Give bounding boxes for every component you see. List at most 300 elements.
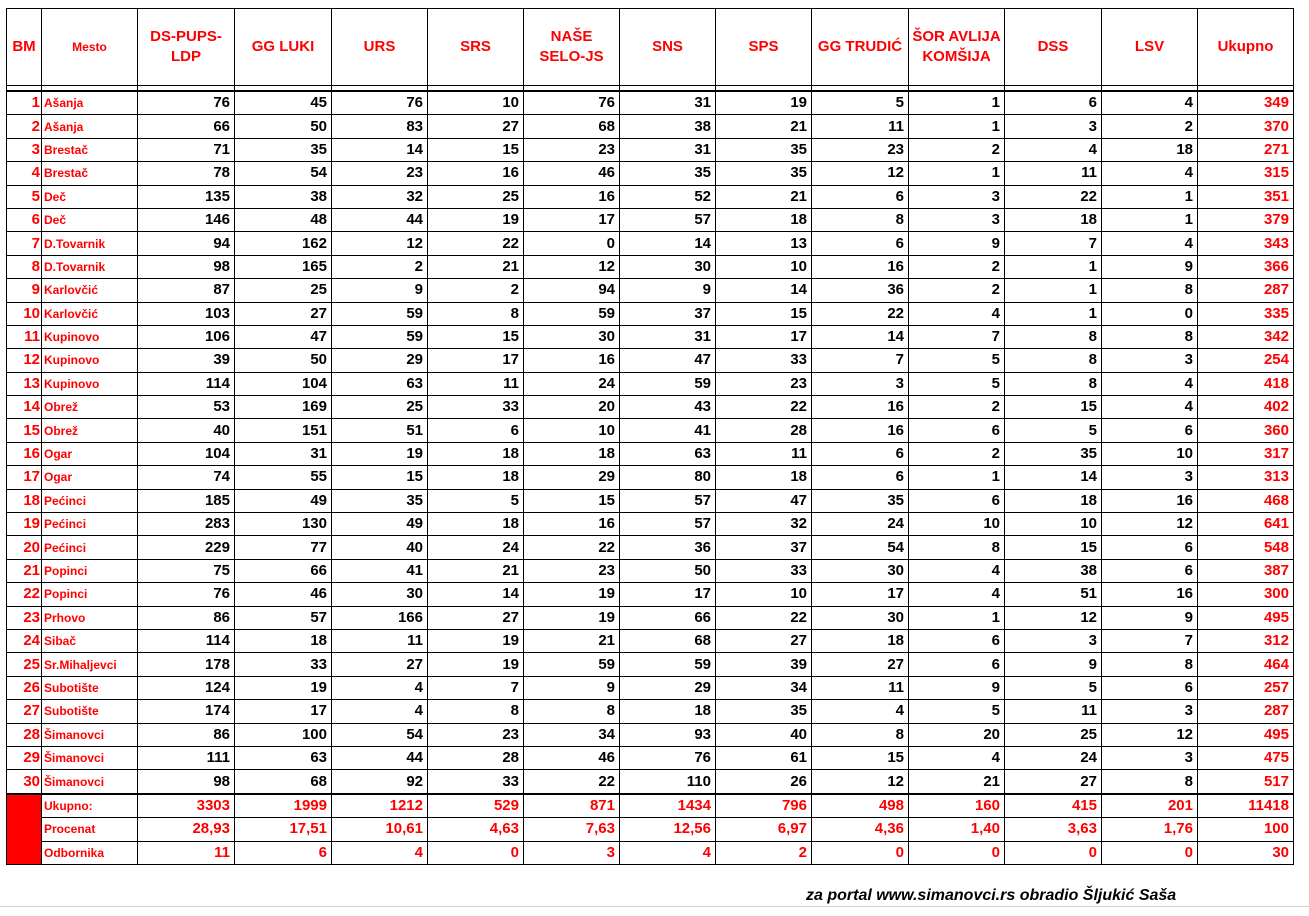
row-bm: 29 [7,746,42,769]
row-value: 18 [812,629,909,652]
row-value: 66 [138,115,235,138]
row-value: 51 [332,419,428,442]
row-bm: 21 [7,559,42,582]
row-value: 19 [428,208,524,231]
row-total: 349 [1198,91,1294,115]
row-total: 257 [1198,676,1294,699]
row-value: 98 [138,255,235,278]
row-value: 35 [812,489,909,512]
row-value: 5 [1005,419,1102,442]
summary-value: 529 [428,794,524,818]
summary-total: 11418 [1198,794,1294,818]
summary-value: 2 [716,841,812,864]
row-value: 8 [1102,770,1198,794]
row-value: 12 [812,770,909,794]
row-mesto: D.Tovarnik [42,255,138,278]
row-value: 18 [428,513,524,536]
row-value: 16 [428,162,524,185]
row-value: 7 [1102,629,1198,652]
row-value: 1 [909,606,1005,629]
row-value: 18 [620,700,716,723]
results-table [6,8,1294,865]
row-value: 8 [524,700,620,723]
row-value: 11 [1005,162,1102,185]
row-value: 8 [1102,279,1198,302]
table-row [7,442,1294,465]
row-value: 33 [428,396,524,419]
row-value: 21 [524,629,620,652]
row-value: 17 [620,583,716,606]
table-row [7,115,1294,138]
row-mesto: Deč [42,208,138,231]
row-mesto: Deč [42,185,138,208]
row-mesto: Sibač [42,629,138,652]
row-value: 63 [332,372,428,395]
row-value: 4 [1005,138,1102,161]
row-value: 21 [428,559,524,582]
row-value: 17 [716,325,812,348]
summary-value: 3303 [138,794,235,818]
row-value: 185 [138,489,235,512]
header-party: SNS [620,9,716,86]
row-value: 14 [332,138,428,161]
row-value: 54 [332,723,428,746]
row-total: 495 [1198,606,1294,629]
row-value: 59 [620,372,716,395]
header-party: GG LUKI [235,9,332,86]
row-bm: 4 [7,162,42,185]
row-value: 15 [524,489,620,512]
row-value: 18 [428,466,524,489]
row-value: 16 [812,255,909,278]
row-value: 35 [716,700,812,723]
row-value: 10 [428,91,524,115]
table-row [7,255,1294,278]
row-value: 103 [138,302,235,325]
row-mesto: Pećinci [42,513,138,536]
row-value: 47 [620,349,716,372]
header-party: SRS [428,9,524,86]
row-bm: 7 [7,232,42,255]
row-value: 86 [138,723,235,746]
row-value: 52 [620,185,716,208]
row-value: 57 [620,208,716,231]
row-value: 22 [524,536,620,559]
row-value: 94 [138,232,235,255]
row-value: 19 [428,653,524,676]
row-value: 1 [1102,185,1198,208]
row-value: 4 [1102,91,1198,115]
table-row [7,489,1294,512]
row-value: 41 [620,419,716,442]
table-row [7,372,1294,395]
row-value: 15 [716,302,812,325]
row-value: 12 [524,255,620,278]
row-mesto: Popinci [42,559,138,582]
row-value: 135 [138,185,235,208]
row-value: 10 [1102,442,1198,465]
row-value: 26 [716,770,812,794]
row-value: 92 [332,770,428,794]
row-value: 2 [1102,115,1198,138]
row-mesto: D.Tovarnik [42,232,138,255]
row-value: 16 [524,349,620,372]
row-value: 33 [235,653,332,676]
row-value: 1 [1005,302,1102,325]
header-ukupno: Ukupno [1198,9,1294,86]
row-total: 379 [1198,208,1294,231]
row-value: 20 [909,723,1005,746]
header-party: GG TRUDIĆ [812,9,909,86]
row-value: 20 [524,396,620,419]
summary-value: 6,97 [716,818,812,841]
row-value: 46 [524,162,620,185]
row-value: 6 [1005,91,1102,115]
row-value: 33 [716,559,812,582]
row-total: 351 [1198,185,1294,208]
row-value: 229 [138,536,235,559]
row-value: 21 [909,770,1005,794]
row-value: 14 [812,325,909,348]
summary-value: 28,93 [138,818,235,841]
row-value: 22 [524,770,620,794]
row-value: 8 [1005,325,1102,348]
row-bm: 19 [7,513,42,536]
row-value: 34 [716,676,812,699]
row-value: 18 [1102,138,1198,161]
row-value: 4 [812,700,909,723]
row-value: 31 [620,325,716,348]
row-value: 76 [138,91,235,115]
row-value: 4 [909,583,1005,606]
row-value: 86 [138,606,235,629]
table-row [7,700,1294,723]
footer-credit: za portal www.simanovci.rs obradio Šljukić Saša [806,887,1177,904]
row-value: 283 [138,513,235,536]
row-value: 30 [524,325,620,348]
row-value: 32 [332,185,428,208]
row-value: 9 [332,279,428,302]
row-value: 23 [716,372,812,395]
row-mesto: Karlovčić [42,302,138,325]
summary-value: 0 [1102,841,1198,864]
row-value: 3 [1005,115,1102,138]
row-value: 47 [716,489,812,512]
row-value: 33 [716,349,812,372]
row-value: 23 [332,162,428,185]
row-value: 1 [909,115,1005,138]
row-value: 68 [620,629,716,652]
row-total: 418 [1198,372,1294,395]
summary-value: 7,63 [524,818,620,841]
summary-label: Ukupno: [42,794,138,818]
row-value: 174 [138,700,235,723]
row-value: 74 [138,466,235,489]
header-party: SPS [716,9,812,86]
row-value: 5 [909,372,1005,395]
row-value: 1 [909,466,1005,489]
row-value: 28 [428,746,524,769]
row-value: 14 [1005,466,1102,489]
row-value: 7 [1005,232,1102,255]
row-value: 75 [138,559,235,582]
row-value: 2 [909,138,1005,161]
row-value: 110 [620,770,716,794]
row-value: 55 [235,466,332,489]
row-value: 6 [1102,559,1198,582]
row-value: 1 [909,91,1005,115]
row-value: 50 [620,559,716,582]
row-value: 16 [812,396,909,419]
row-value: 8 [1005,372,1102,395]
row-mesto: Obrež [42,419,138,442]
row-value: 165 [235,255,332,278]
row-mesto: Kupinovo [42,325,138,348]
row-value: 53 [138,396,235,419]
row-value: 18 [1005,489,1102,512]
row-total: 548 [1198,536,1294,559]
row-value: 48 [235,208,332,231]
table-row [7,606,1294,629]
row-value: 35 [332,489,428,512]
row-bm: 28 [7,723,42,746]
row-value: 14 [428,583,524,606]
row-total: 335 [1198,302,1294,325]
row-value: 18 [524,442,620,465]
row-value: 27 [332,653,428,676]
row-bm: 1 [7,91,42,115]
row-value: 8 [1005,349,1102,372]
row-value: 9 [524,676,620,699]
row-value: 15 [812,746,909,769]
row-value: 7 [428,676,524,699]
row-value: 2 [428,279,524,302]
row-value: 54 [235,162,332,185]
table-row [7,583,1294,606]
row-value: 15 [428,138,524,161]
row-value: 98 [138,770,235,794]
row-value: 44 [332,746,428,769]
row-value: 16 [812,419,909,442]
row-bm: 9 [7,279,42,302]
row-value: 19 [428,629,524,652]
row-mesto: Obrež [42,396,138,419]
summary-value: 4 [620,841,716,864]
row-value: 7 [812,349,909,372]
row-value: 5 [1005,676,1102,699]
summary-row [7,818,1294,841]
summary-value: 1212 [332,794,428,818]
table-row [7,536,1294,559]
row-bm: 17 [7,466,42,489]
row-value: 22 [716,396,812,419]
row-value: 78 [138,162,235,185]
row-value: 30 [812,606,909,629]
row-value: 5 [812,91,909,115]
row-total: 312 [1198,629,1294,652]
header-mesto: Mesto [42,9,138,86]
row-value: 178 [138,653,235,676]
table-row [7,746,1294,769]
row-value: 57 [620,489,716,512]
row-value: 3 [812,372,909,395]
row-value: 57 [620,513,716,536]
row-value: 29 [332,349,428,372]
row-mesto: Kupinovo [42,372,138,395]
row-value: 35 [620,162,716,185]
row-mesto: Pećinci [42,536,138,559]
row-mesto: Šimanovci [42,723,138,746]
row-value: 33 [428,770,524,794]
row-value: 41 [332,559,428,582]
row-value: 21 [716,115,812,138]
row-value: 8 [1102,325,1198,348]
summary-row [7,794,1294,818]
summary-value: 1,76 [1102,818,1198,841]
summary-total: 30 [1198,841,1294,864]
row-value: 30 [332,583,428,606]
table-row [7,138,1294,161]
row-value: 39 [138,349,235,372]
summary-value: 1999 [235,794,332,818]
row-mesto: Subotište [42,700,138,723]
row-bm: 11 [7,325,42,348]
summary-value: 6 [235,841,332,864]
row-value: 17 [428,349,524,372]
row-bm: 6 [7,208,42,231]
row-value: 68 [524,115,620,138]
row-value: 16 [524,185,620,208]
row-value: 23 [524,559,620,582]
row-value: 8 [812,208,909,231]
row-value: 14 [716,279,812,302]
summary-value: 10,61 [332,818,428,841]
row-value: 28 [716,419,812,442]
row-value: 19 [524,583,620,606]
row-value: 38 [235,185,332,208]
row-value: 35 [1005,442,1102,465]
row-total: 366 [1198,255,1294,278]
row-value: 5 [909,349,1005,372]
row-mesto: Pećinci [42,489,138,512]
row-value: 111 [138,746,235,769]
row-value: 10 [716,583,812,606]
row-mesto: Sr.Mihaljevci [42,653,138,676]
row-value: 9 [1102,606,1198,629]
row-value: 3 [1102,746,1198,769]
row-value: 18 [716,466,812,489]
row-value: 166 [332,606,428,629]
row-value: 35 [716,162,812,185]
row-value: 2 [909,396,1005,419]
row-value: 6 [1102,536,1198,559]
row-value: 11 [812,115,909,138]
summary-value: 4 [332,841,428,864]
row-value: 15 [1005,396,1102,419]
row-value: 18 [235,629,332,652]
row-value: 8 [909,536,1005,559]
row-mesto: Šimanovci [42,746,138,769]
row-bm: 13 [7,372,42,395]
row-value: 3 [1102,349,1198,372]
row-value: 57 [235,606,332,629]
summary-value: 1,40 [909,818,1005,841]
row-value: 76 [524,91,620,115]
summary-value: 201 [1102,794,1198,818]
row-value: 22 [716,606,812,629]
row-value: 31 [620,138,716,161]
row-value: 63 [620,442,716,465]
row-value: 8 [428,700,524,723]
row-value: 93 [620,723,716,746]
row-value: 6 [1102,676,1198,699]
row-value: 24 [812,513,909,536]
row-value: 21 [428,255,524,278]
header-party: ŠOR AVLIJA KOMŠIJA [909,9,1005,86]
row-value: 4 [909,302,1005,325]
summary-value: 160 [909,794,1005,818]
summary-value: 796 [716,794,812,818]
row-value: 6 [909,629,1005,652]
row-bm: 15 [7,419,42,442]
row-value: 4 [332,700,428,723]
row-value: 12 [1005,606,1102,629]
table-row [7,629,1294,652]
row-mesto: Šimanovci [42,770,138,794]
row-value: 10 [909,513,1005,536]
row-value: 94 [524,279,620,302]
row-value: 4 [1102,396,1198,419]
summary-value: 4,36 [812,818,909,841]
summary-value: 871 [524,794,620,818]
row-bm: 16 [7,442,42,465]
row-value: 3 [909,208,1005,231]
row-value: 9 [909,232,1005,255]
table-row [7,302,1294,325]
summary-total: 100 [1198,818,1294,841]
row-mesto: Subotište [42,676,138,699]
table-row [7,770,1294,794]
row-value: 25 [235,279,332,302]
row-mesto: Ogar [42,466,138,489]
row-value: 39 [716,653,812,676]
table-row [7,325,1294,348]
row-mesto: Brestač [42,162,138,185]
row-value: 151 [235,419,332,442]
row-value: 68 [235,770,332,794]
row-total: 517 [1198,770,1294,794]
row-value: 49 [235,489,332,512]
row-value: 37 [620,302,716,325]
row-bm: 14 [7,396,42,419]
row-value: 31 [235,442,332,465]
row-value: 6 [1102,419,1198,442]
row-bm: 18 [7,489,42,512]
row-total: 287 [1198,700,1294,723]
summary-value: 0 [909,841,1005,864]
row-bm: 10 [7,302,42,325]
row-value: 3 [1005,629,1102,652]
header-party: LSV [1102,9,1198,86]
row-value: 10 [524,419,620,442]
row-value: 12 [332,232,428,255]
summary-value: 17,51 [235,818,332,841]
row-value: 6 [428,419,524,442]
row-value: 71 [138,138,235,161]
row-value: 10 [716,255,812,278]
summary-value: 3 [524,841,620,864]
row-value: 3 [1102,466,1198,489]
